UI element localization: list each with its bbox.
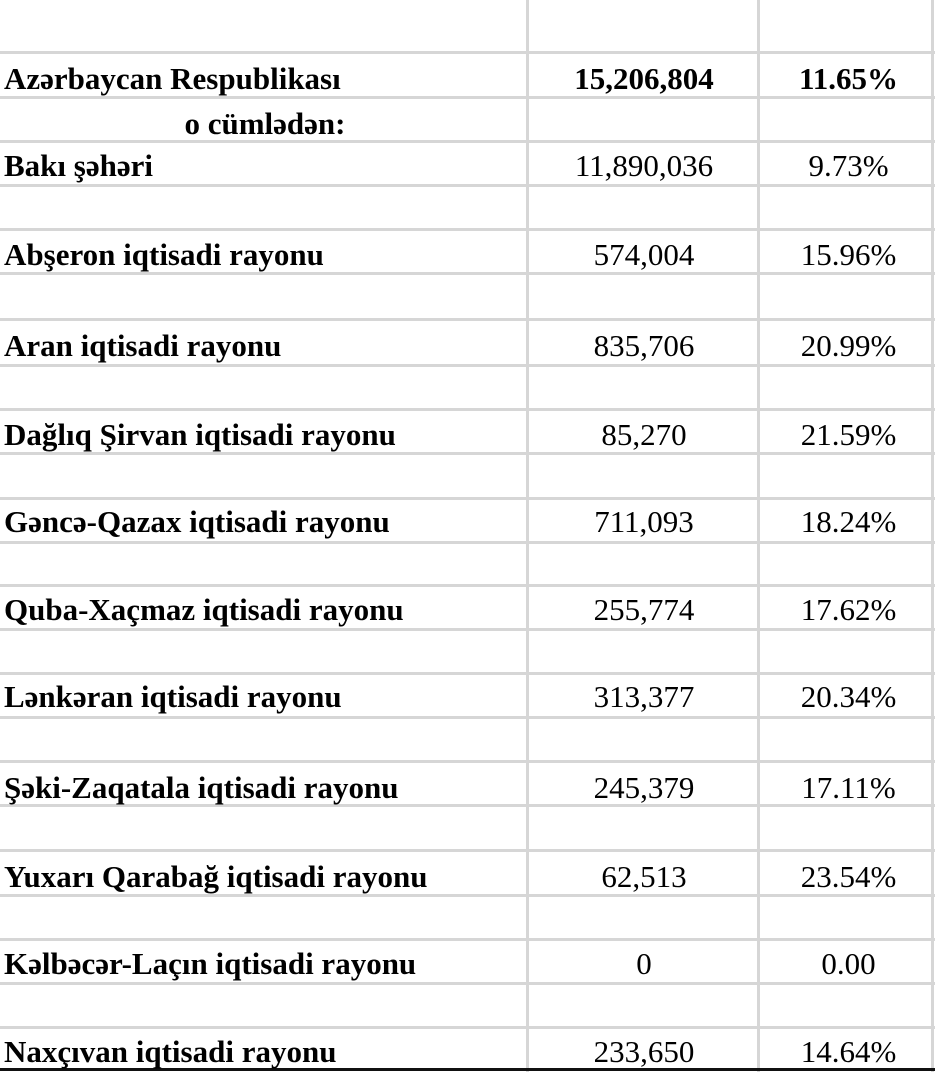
region-percent-cell[interactable]: 9.73% xyxy=(808,148,889,183)
region-value-cell[interactable]: 85,270 xyxy=(601,417,687,452)
region-percent-cell[interactable]: 14.64% xyxy=(800,1034,897,1069)
region-percent-cell[interactable]: 17.11% xyxy=(801,770,896,805)
region-value-cell[interactable]: 255,774 xyxy=(593,592,695,627)
region-value-cell[interactable]: 313,377 xyxy=(593,679,695,714)
total-percent-cell[interactable]: 11.65% xyxy=(798,61,899,96)
region-percent-cell[interactable]: 17.62% xyxy=(800,592,897,627)
region-name-cell[interactable]: Abşeron iqtisadi rayonu xyxy=(4,237,324,272)
region-value-cell[interactable]: 835,706 xyxy=(593,328,695,363)
grid-line xyxy=(0,51,935,54)
region-name-cell[interactable]: Aran iqtisadi rayonu xyxy=(4,328,282,363)
grid-line xyxy=(0,228,935,231)
grid-line xyxy=(0,760,935,763)
region-name-cell[interactable]: Lənkəran iqtisadi rayonu xyxy=(4,679,342,714)
region-name-cell[interactable]: Yuxarı Qarabağ iqtisadi rayonu xyxy=(4,859,428,894)
region-value-cell[interactable]: 0 xyxy=(636,946,652,981)
region-percent-cell[interactable]: 0.00 xyxy=(821,946,876,981)
region-name-cell[interactable]: Naxçıvan iqtisadi rayonu xyxy=(4,1034,337,1069)
grid-line xyxy=(0,1026,935,1029)
region-percent-cell[interactable]: 23.54% xyxy=(800,859,897,894)
grid-line xyxy=(757,0,760,1072)
grid-line xyxy=(0,672,935,675)
region-value-cell[interactable]: 62,513 xyxy=(601,859,687,894)
subheading-cell[interactable]: o cümlədən: xyxy=(184,106,346,141)
region-percent-cell[interactable]: 20.99% xyxy=(800,328,897,363)
grid-line xyxy=(0,849,935,852)
region-value-cell[interactable]: 711,093 xyxy=(594,504,694,539)
grid-line xyxy=(0,408,935,411)
grid-line xyxy=(0,584,935,587)
region-name-cell[interactable]: Quba-Xaçmaz iqtisadi rayonu xyxy=(4,592,404,627)
region-value-cell[interactable]: 233,650 xyxy=(593,1034,695,1069)
region-name-cell[interactable]: Kəlbəcər-Laçın iqtisadi rayonu xyxy=(4,946,417,981)
region-name-cell[interactable]: Şəki-Zaqatala iqtisadi rayonu xyxy=(4,770,399,805)
region-percent-cell[interactable]: 15.96% xyxy=(800,237,897,272)
grid-line xyxy=(0,497,935,500)
region-value-cell[interactable]: 11,890,036 xyxy=(574,148,714,183)
grid-line xyxy=(0,318,935,321)
grid-line xyxy=(0,938,935,941)
region-name-cell[interactable]: Dağlıq Şirvan iqtisadi rayonu xyxy=(4,417,396,452)
region-name-cell[interactable]: Bakı şəhəri xyxy=(4,148,153,183)
region-percent-cell[interactable]: 20.34% xyxy=(800,679,897,714)
region-percent-cell[interactable]: 21.59% xyxy=(800,417,897,452)
total-name-cell[interactable]: Azərbaycan Respublikası xyxy=(4,61,341,96)
region-value-cell[interactable]: 574,004 xyxy=(593,237,695,272)
grid-line xyxy=(526,0,529,1072)
region-name-cell[interactable]: Gəncə-Qazax iqtisadi rayonu xyxy=(4,504,390,539)
region-value-cell[interactable]: 245,379 xyxy=(593,770,695,805)
total-value-cell[interactable]: 15,206,804 xyxy=(574,61,714,96)
region-percent-cell[interactable]: 18.24% xyxy=(800,504,897,539)
